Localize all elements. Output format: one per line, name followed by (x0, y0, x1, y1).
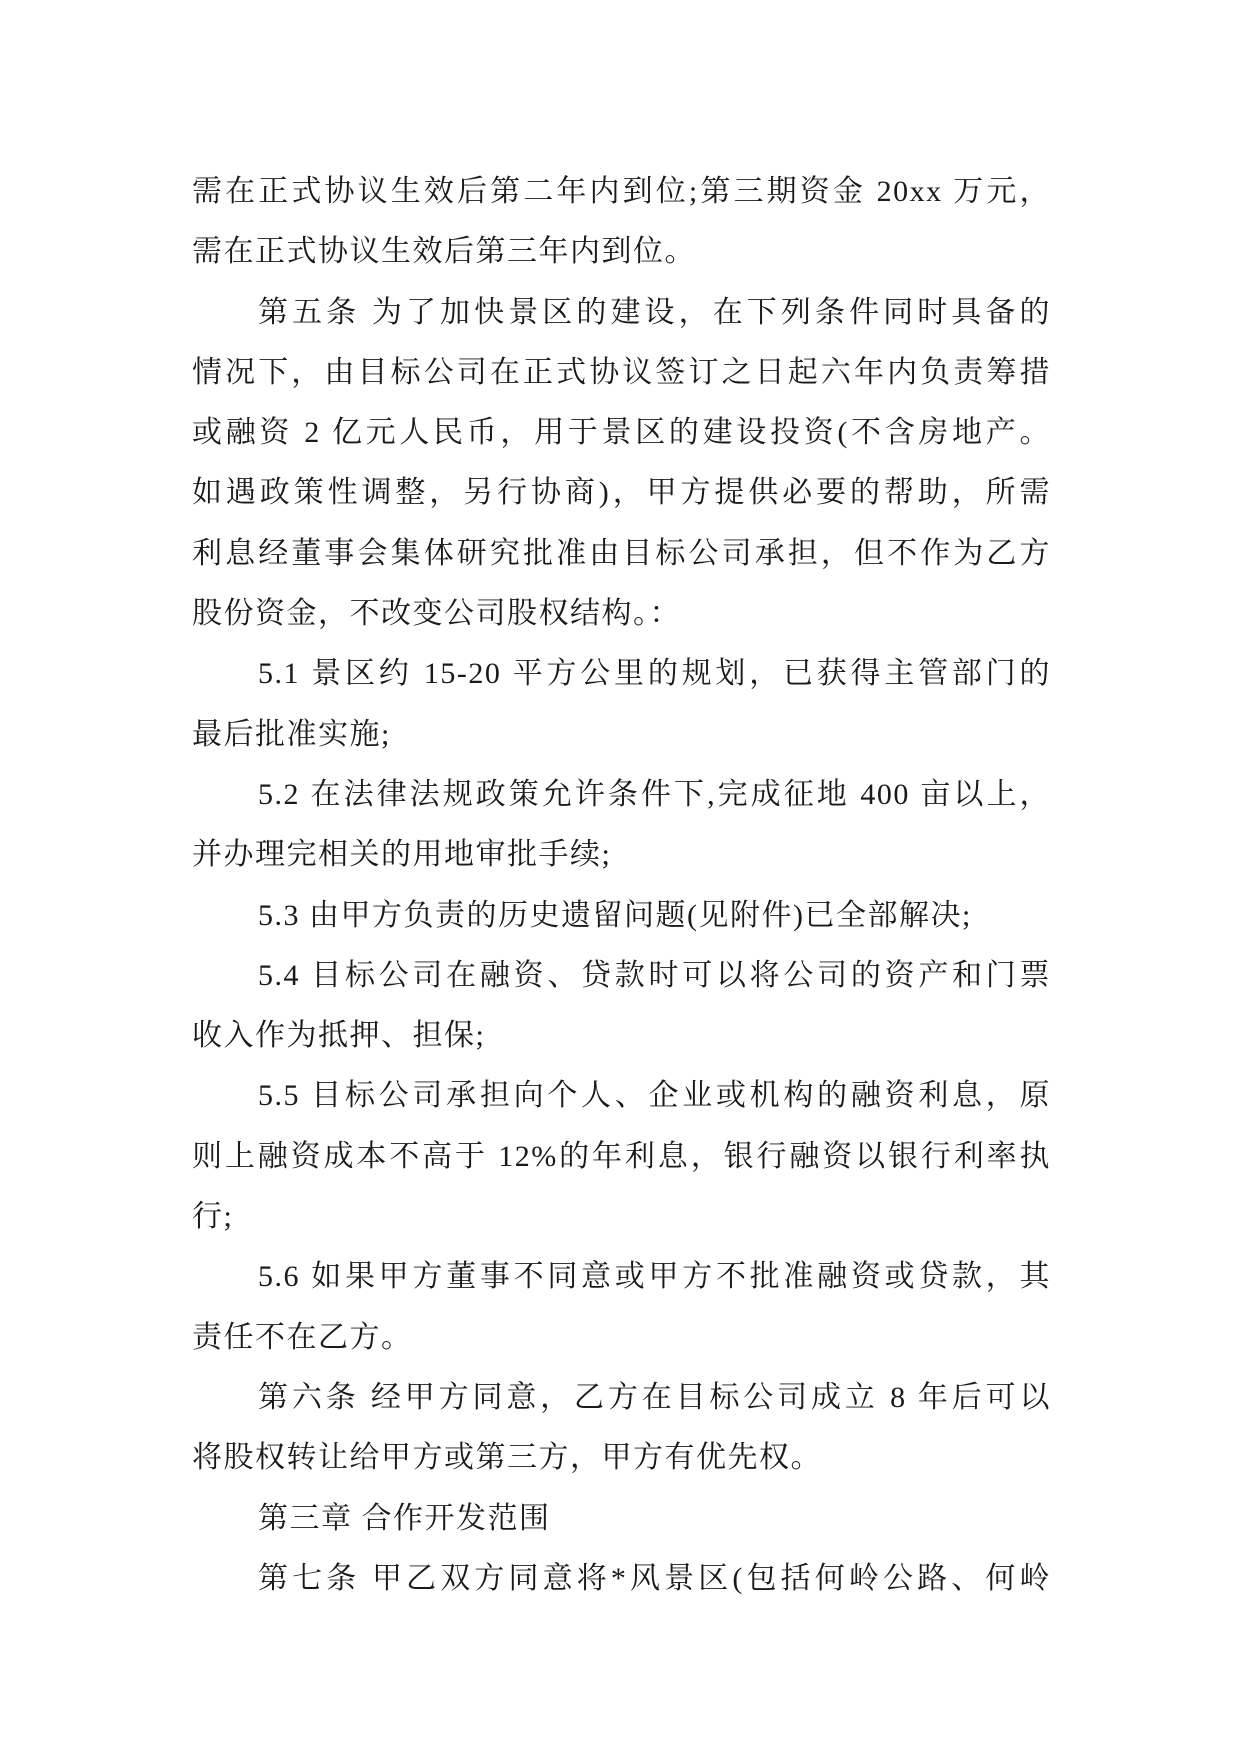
paragraph-clause-5-4 (192, 946, 1051, 1067)
paragraph-article-5 (192, 283, 1051, 645)
text-line: 第六条 经甲方同意，乙方在目标公司成立 8 年后可以 (258, 1380, 1051, 1414)
text-line: 第七条 甲乙双方同意将*风景区(包括何岭公路、何岭 (258, 1561, 1051, 1595)
paragraph-clause-5-1 (192, 644, 1051, 765)
text-line: 5.6 如果甲方董事不同意或甲方不批准融资或贷款，其 (258, 1260, 1051, 1294)
paragraph-funding-schedule (192, 162, 1051, 283)
text-line: 利息经董事会集体研究批准由目标公司承担，但不作为乙方 (192, 536, 1051, 570)
text-line: 并办理完相关的用地审批手续; (192, 838, 612, 872)
text-line: 收入作为抵押、担保; (192, 1019, 486, 1053)
section-heading: 第三章 合作开发范围 (258, 1501, 551, 1535)
text-line: 5.5 目标公司承担向个人、企业或机构的融资利息，原 (258, 1079, 1051, 1113)
text-line: 第五条 为了加快景区的建设，在下列条件同时具备的 (258, 295, 1051, 329)
paragraph-article-6 (192, 1368, 1051, 1489)
text-line: 最后批准实施; (192, 717, 391, 751)
text-line: 5.4 目标公司在融资、贷款时可以将公司的资产和门票 (258, 958, 1051, 992)
paragraph-clause-5-2 (192, 765, 1051, 886)
paragraph-clause-5-6 (192, 1247, 1051, 1368)
text-line: 需在正式协议生效后第三年内到位。 (192, 235, 696, 269)
text-line: 如遇政策性调整，另行协商)，甲方提供必要的帮助，所需 (192, 476, 1051, 510)
paragraph-clause-5-3 (192, 886, 1051, 946)
text-line: 5.2 在法律法规政策允许条件下,完成征地 400 亩以上， (258, 777, 1051, 811)
text-line: 将股权转让给甲方或第三方，甲方有优先权。 (192, 1441, 822, 1475)
text-line: 5.3 由甲方负责的历史遗留问题(见附件)已全部解决; (258, 898, 972, 932)
text-line: 需在正式协议生效后第二年内到位;第三期资金 20xx 万元， (192, 175, 1051, 208)
paragraph-clause-5-5 (192, 1066, 1051, 1247)
text-line: 情况下，由目标公司在正式协议签订之日起六年内负责筹措 (192, 355, 1051, 389)
text-line: 行; (192, 1200, 234, 1234)
text-line: 则上融资成本不高于 12%的年利息，银行融资以银行利率执 (192, 1139, 1051, 1173)
text-line: 责任不在乙方。 (192, 1320, 413, 1354)
text-line: 或融资 2 亿元人民币，用于景区的建设投资(不含房地产。 (192, 416, 1051, 450)
chapter-3-heading (192, 1489, 1051, 1549)
text-line: 5.1 景区约 15-20 平方公里的规划，已获得主管部门的 (258, 657, 1051, 691)
text-line: 股份资金，不改变公司股权结构。： (192, 597, 681, 631)
paragraph-article-7 (192, 1549, 1051, 1609)
document-body (192, 162, 1051, 1609)
